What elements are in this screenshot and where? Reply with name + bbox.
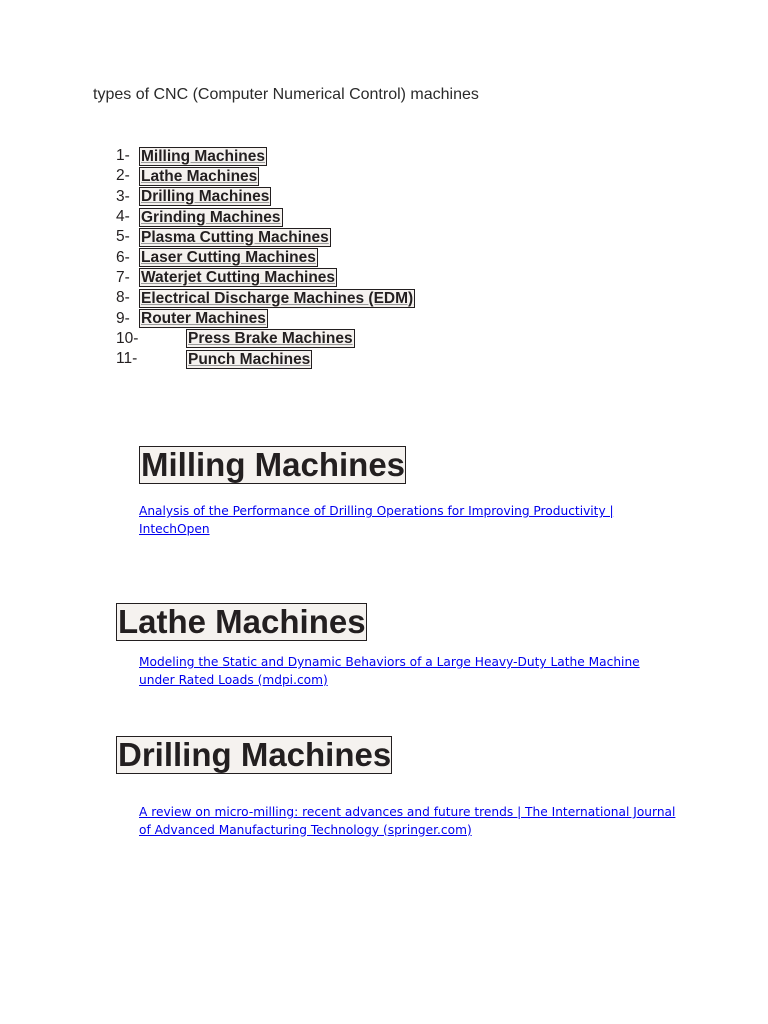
toc-link-punch-machines[interactable]: Punch Machines xyxy=(188,350,311,368)
section-heading-lathe-machines: Lathe Machines xyxy=(118,603,366,640)
toc-number: 4- xyxy=(116,208,130,226)
toc-link-router-machines[interactable]: Router Machines xyxy=(141,310,266,328)
toc-number: 6- xyxy=(116,248,130,266)
toc-link-plasma-cutting-machines[interactable]: Plasma Cutting Machines xyxy=(141,228,329,246)
table-of-contents xyxy=(116,146,415,369)
toc-item xyxy=(116,207,415,227)
toc-number: 10- xyxy=(116,329,139,347)
toc-item xyxy=(116,288,415,308)
toc-item xyxy=(116,268,415,288)
toc-number: 5- xyxy=(116,228,130,246)
toc-item xyxy=(116,166,415,186)
toc-item xyxy=(116,349,415,369)
toc-number: 9- xyxy=(116,309,130,327)
toc-number: 1- xyxy=(116,147,130,165)
toc-link-grinding-machines[interactable]: Grinding Machines xyxy=(141,208,281,226)
toc-link-laser-cutting-machines[interactable]: Laser Cutting Machines xyxy=(141,249,316,267)
toc-link-drilling-machines[interactable]: Drilling Machines xyxy=(141,188,270,206)
toc-number: 3- xyxy=(116,187,130,205)
section-heading-milling-machines: Milling Machines xyxy=(141,446,406,483)
toc-number: 11- xyxy=(116,350,138,368)
intro-text: types of CNC (Computer Numerical Control) machines xyxy=(93,86,479,103)
toc-number: 8- xyxy=(116,289,130,307)
reference-link[interactable]: A review on micro-milling: recent advances and future trends | The International Journal of Advanced Manufacturing Technology (springer.com) xyxy=(139,805,676,837)
toc-link-lathe-machines[interactable]: Lathe Machines xyxy=(141,167,258,185)
section-heading-drilling-machines: Drilling Machines xyxy=(118,736,392,773)
reference-link[interactable]: Modeling the Static and Dynamic Behaviors of a Large Heavy-Duty Lathe Machine under Rated Loads (mdpi.com) xyxy=(139,655,640,687)
toc-link-waterjet-cutting-machines[interactable]: Waterjet Cutting Machines xyxy=(141,269,336,287)
toc-item xyxy=(116,187,415,207)
toc-number: 2- xyxy=(116,167,130,185)
reference-link[interactable]: Analysis of the Performance of Drilling Operations for Improving Productivity | IntechOpen xyxy=(139,504,614,536)
toc-item xyxy=(116,329,415,349)
toc-item xyxy=(116,247,415,267)
toc-item xyxy=(116,227,415,247)
toc-link-milling-machines[interactable]: Milling Machines xyxy=(141,147,266,165)
toc-link-electrical-discharge-machines[interactable]: Electrical Discharge Machines (EDM) xyxy=(141,289,414,307)
toc-link-press-brake-machines[interactable]: Press Brake Machines xyxy=(188,330,353,348)
toc-item xyxy=(116,308,415,328)
toc-item xyxy=(116,146,415,166)
toc-number: 7- xyxy=(116,268,130,286)
